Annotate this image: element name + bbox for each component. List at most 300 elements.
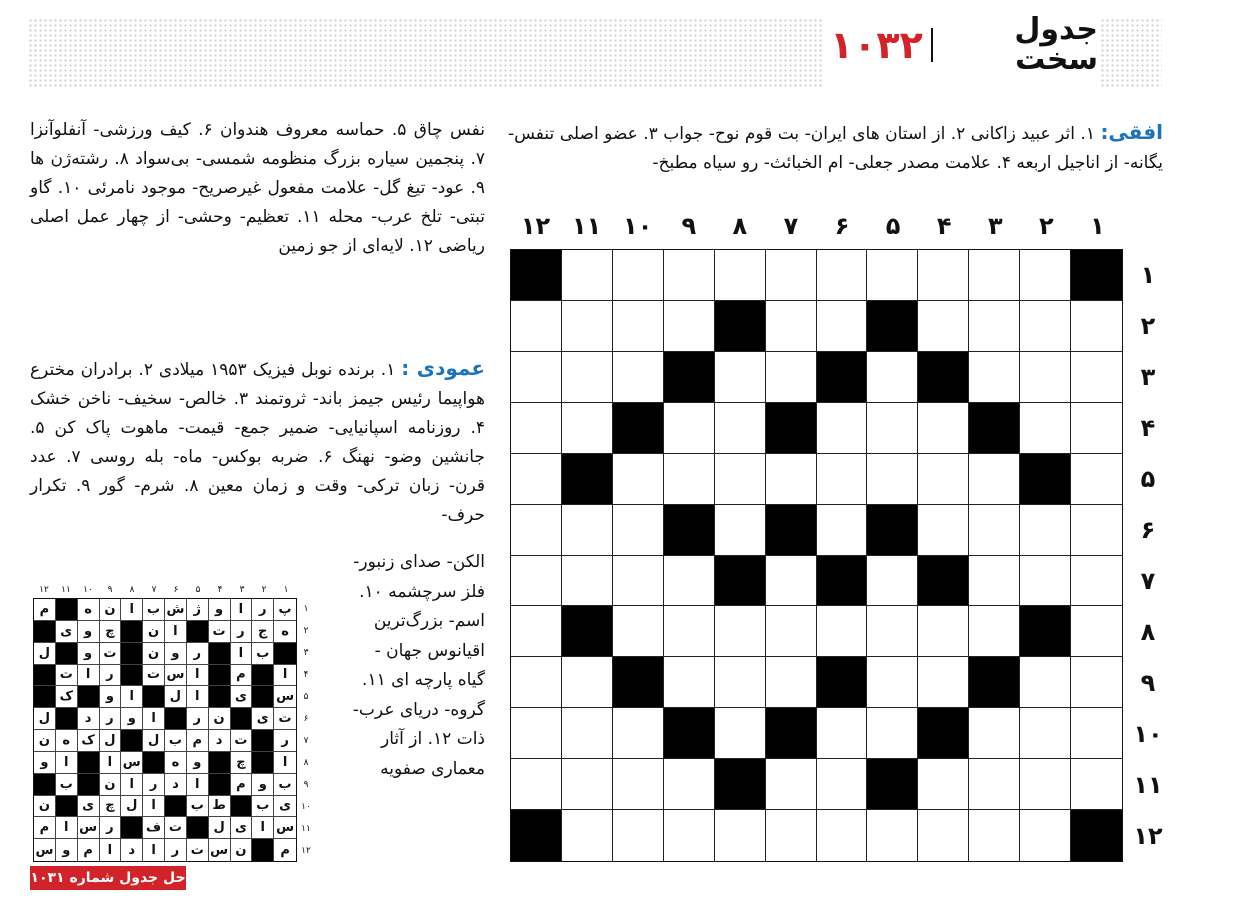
grid-cell-black (1020, 454, 1071, 505)
solution-cell: ا (187, 774, 209, 796)
solution-cell: و (165, 643, 187, 665)
grid-cell[interactable] (969, 708, 1020, 759)
solution-cell: س (274, 817, 296, 839)
solution-column-number-1: ۱ (283, 585, 289, 595)
grid-cell[interactable] (562, 556, 613, 607)
grid-cell[interactable] (817, 606, 868, 657)
solution-cell: ر (231, 621, 253, 643)
solution-cell-black (121, 643, 143, 665)
grid-cell[interactable] (715, 810, 766, 861)
grid-cell[interactable] (867, 454, 918, 505)
grid-cell-black (1020, 606, 1071, 657)
grid-cell[interactable] (511, 708, 562, 759)
solution-cell-black (252, 752, 274, 774)
solution-cell: ا (56, 817, 78, 839)
solution-cell: و (121, 708, 143, 730)
solution-row-number-8: ۸ (303, 758, 309, 768)
grid-cell-black (766, 708, 817, 759)
solution-cell: ه (78, 599, 100, 621)
grid-cell[interactable] (613, 301, 664, 352)
solution-row-number-6: ۶ (303, 714, 309, 724)
grid-cell-black (664, 708, 715, 759)
grid-cell[interactable] (867, 352, 918, 403)
grid-cell[interactable] (664, 657, 715, 708)
grid-cell[interactable] (562, 301, 613, 352)
grid-cell[interactable] (867, 708, 918, 759)
down-clues-continued-text: الکن- صدای زنبور- فلز سرچشمه ۱۰. اسم- بزرگ‌ترین اقیانوس جهان - گیاه پارچه ای ۱۱. گروه- دریای عرب- ذات ۱۲. از آثار معماری صفویه (352, 552, 485, 779)
across-label: افقی: (1100, 120, 1164, 144)
solution-cell: د (78, 708, 100, 730)
grid-cell-black (613, 403, 664, 454)
solution-cell-black (209, 665, 231, 687)
grid-cell[interactable] (511, 301, 562, 352)
solution-cell-black (252, 730, 274, 752)
solution-cell-black (143, 752, 165, 774)
solution-cell: م (280, 842, 290, 858)
solution-cell: و (209, 599, 231, 621)
grid-cell[interactable] (766, 352, 817, 403)
solution-cell-black (231, 796, 253, 818)
grid-cell[interactable] (817, 403, 868, 454)
grid-cell[interactable] (613, 505, 664, 556)
grid-cell[interactable] (613, 556, 664, 607)
column-number-5: ۵ (885, 212, 901, 240)
grid-cell[interactable] (918, 759, 969, 810)
solution-cell: ن (143, 621, 165, 643)
grid-cell[interactable] (969, 352, 1020, 403)
column-number-11: ۱۱ (571, 212, 602, 240)
grid-cell[interactable] (1020, 352, 1071, 403)
solution-cell: ب (252, 643, 274, 665)
grid-cell[interactable] (867, 810, 918, 861)
solution-cell-black (34, 774, 56, 796)
column-number-9: ۹ (681, 212, 697, 240)
grid-cell[interactable] (562, 657, 613, 708)
grid-cell[interactable] (562, 505, 613, 556)
solution-column-numbers (33, 583, 297, 597)
grid-cell[interactable] (1071, 759, 1122, 810)
solution-cell: ن (34, 730, 56, 752)
solution-cell-black (121, 817, 143, 839)
solution-cell: ر (143, 774, 165, 796)
row-number-3: ۳ (1140, 362, 1156, 391)
dotted-header-band-left (28, 18, 824, 88)
solution-cell-black (209, 774, 231, 796)
grid-cell[interactable] (511, 556, 562, 607)
grid-cell[interactable] (562, 810, 613, 861)
grid-cell[interactable] (613, 454, 664, 505)
column-number-2: ۲ (1039, 212, 1054, 240)
solution-cell: و (78, 621, 100, 643)
grid-cell[interactable] (562, 708, 613, 759)
grid-cell[interactable] (1020, 301, 1071, 352)
solution-cell-black (252, 686, 274, 708)
down-clues-continued (345, 548, 485, 878)
grid-cell-black (969, 403, 1020, 454)
grid-cell[interactable] (1020, 556, 1071, 607)
solution-cell: ت (56, 665, 78, 687)
grid-cell[interactable] (511, 657, 562, 708)
across-clues-text: ۱. اثر عبید زاکانی ۲. از استان های ایران- بت قوم نوح- جواب ۳. عضو اصلی تنفس- یگانه- از اناجیل اربعه ۴. علامت مصدر جعلی- ام الخبائث- رو سیاه مطبخ- (508, 124, 1163, 173)
across-clues (508, 118, 1163, 182)
solution-row-number-2: ۲ (303, 626, 309, 636)
grid-cell[interactable] (715, 505, 766, 556)
solution-cell: ت (231, 730, 253, 752)
grid-cell[interactable] (511, 352, 562, 403)
grid-cell[interactable] (817, 250, 868, 301)
grid-cell-black (562, 606, 613, 657)
solution-cell: ت (165, 817, 187, 839)
solution-cell: ب (274, 774, 296, 796)
solution-cell: ر (165, 839, 187, 861)
grid-cell-black (1071, 250, 1122, 301)
solution-column-number-5: ۵ (195, 585, 201, 595)
grid-cell[interactable] (1071, 657, 1122, 708)
grid-cell[interactable] (969, 556, 1020, 607)
solution-cell: ن (231, 839, 253, 861)
grid-cell-black (817, 352, 868, 403)
grid-cell[interactable] (1071, 606, 1122, 657)
row-number-2: ۲ (1140, 311, 1156, 340)
grid-cell-black (511, 810, 562, 861)
grid-cell[interactable] (766, 759, 817, 810)
grid-cell-black (918, 352, 969, 403)
column-number-1: ۱ (1090, 212, 1105, 240)
solution-cell: ت (187, 839, 209, 861)
solution-cell: ل (34, 708, 56, 730)
solution-cell: ن (143, 643, 165, 665)
grid-cell[interactable] (867, 403, 918, 454)
grid-cell[interactable] (1020, 505, 1071, 556)
grid-cell[interactable] (1020, 657, 1071, 708)
solution-cell: ب (143, 599, 165, 621)
solution-cell: ش (165, 599, 187, 621)
grid-cell[interactable] (969, 250, 1020, 301)
grid-cell[interactable] (766, 556, 817, 607)
solution-column-number-12: ۱۲ (39, 585, 49, 595)
grid-cell[interactable] (511, 403, 562, 454)
solution-cell: ا (252, 817, 274, 839)
row-number-4: ۴ (1140, 413, 1156, 442)
solution-cell: ه (56, 730, 78, 752)
dotted-header-band-right (1100, 18, 1162, 88)
grid-cell[interactable] (969, 505, 1020, 556)
solution-cell: ا (274, 665, 296, 687)
solution-cell: ن (209, 708, 231, 730)
grid-cell[interactable] (613, 352, 664, 403)
grid-cell[interactable] (867, 657, 918, 708)
title-separator (931, 28, 933, 62)
grid-cell[interactable] (969, 454, 1020, 505)
solution-cell: م (187, 730, 209, 752)
solution-cell: پ (274, 599, 296, 621)
solution-cell: س (165, 665, 187, 687)
solution-cell-black (187, 621, 209, 643)
grid-cell[interactable] (1020, 708, 1071, 759)
solution-column-number-4: ۴ (217, 585, 223, 595)
row-number-5: ۵ (1140, 464, 1156, 493)
grid-cell[interactable] (613, 759, 664, 810)
grid-cell[interactable] (511, 759, 562, 810)
row-number-8: ۸ (1140, 618, 1156, 647)
solution-column-number-8: ۸ (129, 585, 135, 595)
solution-cell-black (231, 708, 253, 730)
solution-cell: س (78, 817, 100, 839)
solution-cell: ه (274, 621, 296, 643)
grid-cell-black (766, 505, 817, 556)
solution-cell-black (252, 665, 274, 687)
grid-cell[interactable] (918, 810, 969, 861)
solution-cell: ر (100, 817, 122, 839)
grid-cell[interactable] (1020, 759, 1071, 810)
row-number-9: ۹ (1140, 669, 1156, 698)
grid-cell[interactable] (664, 810, 715, 861)
grid-cell[interactable] (1071, 403, 1122, 454)
solution-row-numbers (298, 598, 314, 862)
solution-cell: و (34, 752, 56, 774)
solution-row-number-4: ۴ (303, 670, 309, 680)
solution-cell-black (56, 599, 78, 621)
solution-cell: ن (100, 599, 122, 621)
solution-column-number-3: ۳ (239, 585, 245, 595)
grid-cell[interactable] (511, 606, 562, 657)
crossword-grid (510, 249, 1123, 862)
solution-cell: م (34, 599, 56, 621)
grid-cell[interactable] (969, 759, 1020, 810)
solution-cell: و (187, 752, 209, 774)
solution-cell: ه (165, 752, 187, 774)
grid-cell[interactable] (817, 505, 868, 556)
grid-cell[interactable] (1071, 352, 1122, 403)
solution-label: حل جدول شماره ۱۰۳۱ (30, 866, 186, 890)
solution-cell-black (209, 752, 231, 774)
grid-cell[interactable] (1020, 810, 1071, 861)
solution-cell: س (34, 839, 56, 861)
grid-cell[interactable] (664, 606, 715, 657)
solution-cell: ل (100, 730, 122, 752)
row-number-7: ۷ (1140, 567, 1156, 596)
grid-cell[interactable] (1020, 250, 1071, 301)
solution-row-number-1: ۱ (303, 604, 309, 614)
grid-cell[interactable] (613, 708, 664, 759)
grid-cell[interactable] (867, 606, 918, 657)
solution-cell: ک (78, 730, 100, 752)
solution-cell: ا (231, 643, 253, 665)
solution-row-number-3: ۳ (303, 648, 309, 658)
solution-cell: ر (187, 643, 209, 665)
grid-cell[interactable] (969, 810, 1020, 861)
solution-cell: ی (56, 621, 78, 643)
grid-cell[interactable] (969, 301, 1020, 352)
grid-cell[interactable] (1071, 708, 1122, 759)
grid-cell-black (715, 301, 766, 352)
solution-cell: چ (100, 621, 122, 643)
solution-cell: م (34, 817, 56, 839)
grid-cell[interactable] (817, 810, 868, 861)
grid-cell[interactable] (715, 606, 766, 657)
solution-cell-black (252, 839, 274, 861)
solution-cell-black (56, 796, 78, 818)
grid-cell[interactable] (918, 454, 969, 505)
row-number-6: ۶ (1140, 515, 1156, 544)
grid-cell[interactable] (766, 606, 817, 657)
solution-cell-black (121, 730, 143, 752)
solution-cell: ل (34, 643, 56, 665)
grid-cell-black (867, 505, 918, 556)
row-number-12: ۱۲ (1133, 822, 1163, 851)
grid-cell[interactable] (1071, 505, 1122, 556)
grid-cell-black (867, 759, 918, 810)
solution-cell: ا (56, 752, 78, 774)
grid-cell-black (715, 556, 766, 607)
grid-cell-black (613, 657, 664, 708)
solution-cell: ا (78, 665, 100, 687)
grid-cell[interactable] (715, 403, 766, 454)
grid-cell[interactable] (867, 250, 918, 301)
solution-cell-black (34, 665, 56, 687)
grid-cell[interactable] (918, 657, 969, 708)
grid-cell[interactable] (664, 250, 715, 301)
solution-cell: م (231, 665, 253, 687)
grid-cell[interactable] (918, 505, 969, 556)
grid-cell[interactable] (867, 556, 918, 607)
grid-cell[interactable] (562, 352, 613, 403)
grid-cell-black (766, 403, 817, 454)
solution-cell: ا (231, 599, 253, 621)
solution-cell: ب (56, 774, 78, 796)
column-number-6: ۶ (834, 212, 850, 240)
grid-cell[interactable] (766, 657, 817, 708)
grid-cell[interactable] (766, 810, 817, 861)
solution-column-number-7: ۷ (151, 585, 157, 595)
grid-cell[interactable] (918, 606, 969, 657)
solution-cell: ن (34, 796, 56, 818)
grid-cell[interactable] (562, 759, 613, 810)
grid-cell[interactable] (766, 454, 817, 505)
solution-cell: ل (143, 730, 165, 752)
solution-cell-black (274, 643, 296, 665)
grid-cell[interactable] (715, 250, 766, 301)
grid-cell[interactable] (613, 810, 664, 861)
grid-cell[interactable] (918, 250, 969, 301)
solution-cell: ا (274, 752, 296, 774)
grid-cell[interactable] (715, 657, 766, 708)
solution-cell: ر (100, 665, 122, 687)
grid-cell[interactable] (715, 454, 766, 505)
solution-cell: ن (100, 774, 122, 796)
solution-grid (33, 598, 297, 862)
row-number-1: ۱ (1140, 260, 1156, 289)
grid-cell[interactable] (918, 403, 969, 454)
grid-cell[interactable] (918, 301, 969, 352)
grid-cell[interactable] (766, 250, 817, 301)
grid-cell[interactable] (613, 250, 664, 301)
grid-cell-black (918, 708, 969, 759)
solution-cell-black (121, 665, 143, 687)
grid-cell-black (715, 759, 766, 810)
solution-cell-black (34, 621, 56, 643)
grid-cell[interactable] (562, 250, 613, 301)
solution-row-number-7: ۷ (303, 736, 309, 746)
grid-cell[interactable] (817, 759, 868, 810)
grid-cell[interactable] (664, 556, 715, 607)
solution-cell: ی (78, 796, 100, 818)
down-label: عمودی : (401, 356, 485, 380)
solution-cell: و (100, 686, 122, 708)
solution-cell: ا (165, 621, 187, 643)
column-number-7: ۷ (783, 212, 799, 240)
solution-cell: ط (209, 796, 231, 818)
grid-cell[interactable] (817, 708, 868, 759)
solution-cell: ا (100, 752, 122, 774)
grid-cell-black (817, 657, 868, 708)
solution-cell: ا (121, 686, 143, 708)
row-number-10: ۱۰ (1133, 720, 1163, 749)
grid-cell[interactable] (817, 301, 868, 352)
solution-cell: م (231, 774, 253, 796)
solution-cell-black (78, 686, 100, 708)
grid-cell[interactable] (562, 403, 613, 454)
solution-row-number-9: ۹ (303, 780, 309, 790)
solution-cell: س (209, 839, 231, 861)
column-number-8: ۸ (732, 212, 748, 240)
grid-cell[interactable] (1071, 301, 1122, 352)
solution-cell: ت (274, 708, 296, 730)
page-title (830, 12, 1098, 77)
grid-cell[interactable] (511, 505, 562, 556)
grid-cell[interactable] (1071, 454, 1122, 505)
solution-cell: ا (143, 708, 165, 730)
solution-cell: ت (100, 643, 122, 665)
column-number-10: ۱۰ (623, 212, 653, 240)
grid-cell[interactable] (664, 403, 715, 454)
grid-cell[interactable] (511, 454, 562, 505)
solution-column-number-2: ۲ (261, 585, 267, 595)
grid-cell[interactable] (817, 454, 868, 505)
solution-cell: ا (121, 774, 143, 796)
grid-cell[interactable] (715, 708, 766, 759)
grid-cell[interactable] (969, 606, 1020, 657)
solution-cell: ب (187, 796, 209, 818)
grid-cell[interactable] (664, 454, 715, 505)
solution-column-number-10: ۱۰ (83, 585, 93, 595)
solution-cell: و (78, 643, 100, 665)
grid-cell[interactable] (715, 352, 766, 403)
solution-cell: ا (100, 839, 122, 861)
solution-cell-black (165, 708, 187, 730)
solution-cell: د (165, 774, 187, 796)
grid-cell[interactable] (613, 606, 664, 657)
solution-cell: د (209, 730, 231, 752)
solution-cell: س (121, 752, 143, 774)
grid-cell[interactable] (664, 301, 715, 352)
down-clues (30, 354, 485, 574)
grid-cell[interactable] (664, 759, 715, 810)
solution-cell: ب (252, 796, 274, 818)
solution-row-number-10: ۱۰ (301, 802, 311, 812)
grid-row-numbers (1126, 249, 1170, 862)
column-number-12: ۱۲ (520, 212, 551, 240)
solution-cell: ر (187, 708, 209, 730)
row-number-11: ۱۱ (1133, 771, 1163, 800)
grid-cell[interactable] (1071, 556, 1122, 607)
grid-cell[interactable] (1020, 403, 1071, 454)
solution-cell: ر (274, 730, 296, 752)
column-number-3: ۳ (987, 212, 1003, 240)
solution-cell: ک (56, 686, 78, 708)
grid-cell[interactable] (766, 301, 817, 352)
solution-column-number-9: ۹ (107, 585, 113, 595)
